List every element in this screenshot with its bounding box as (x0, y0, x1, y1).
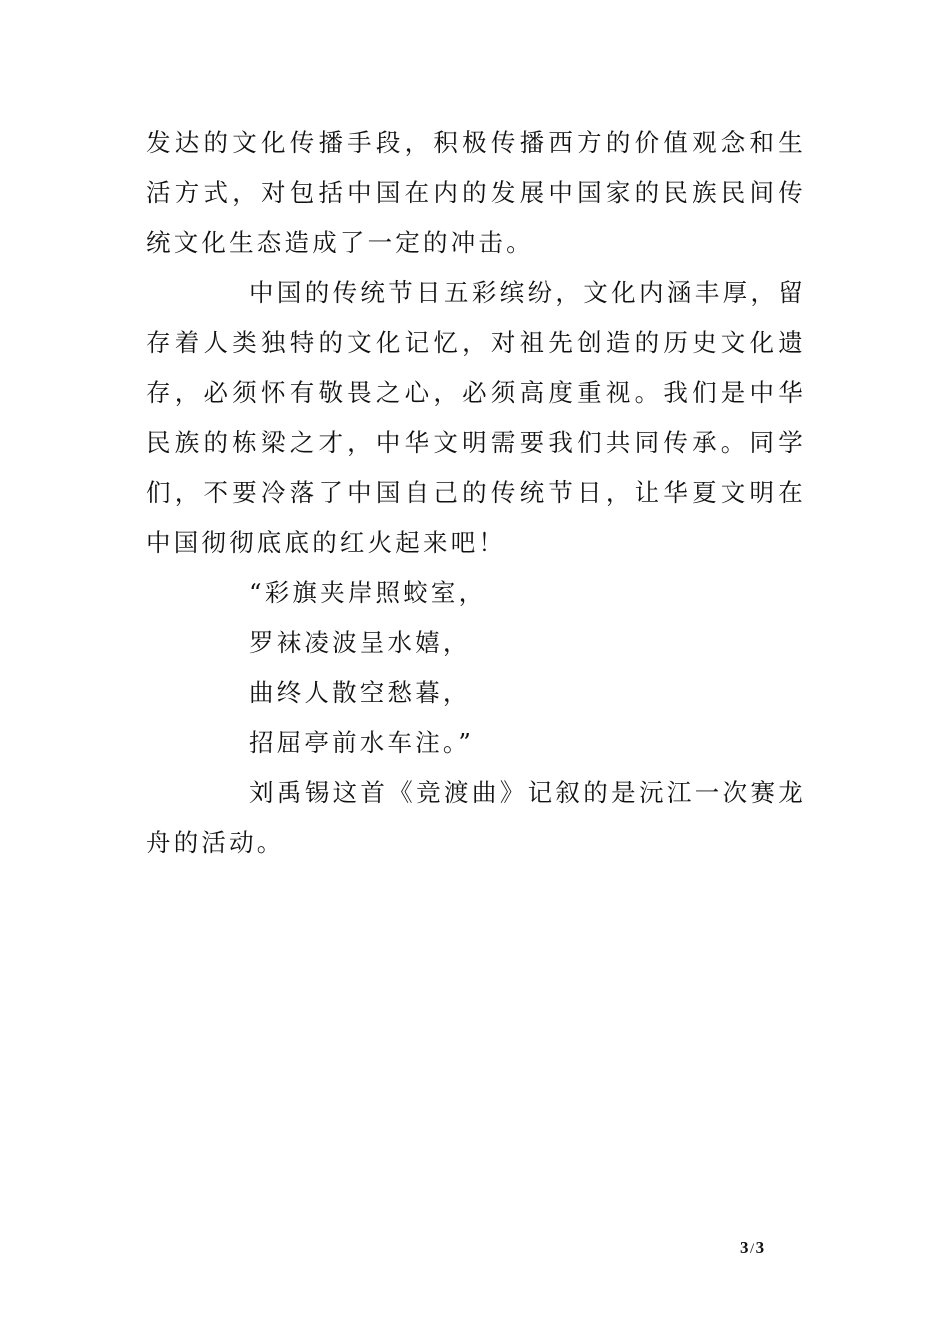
poem-line: 曲终人散空愁暮， (249, 678, 471, 707)
page-number-separator: / (750, 1241, 755, 1257)
document-body (146, 118, 806, 868)
paragraph-continued: 发达的文化传播手段，积极传播西方的价值观念和生活方式，对包括中国在内的发展中国家的民族民间传统文化生态造成了一定的冲击。 (146, 128, 806, 257)
current-page-number: 3 (740, 1238, 749, 1257)
page-number (740, 1238, 765, 1258)
total-page-count: 3 (755, 1238, 765, 1257)
poem-line: 罗袜凌波呈水嬉， (249, 628, 471, 657)
poem-line: 招屈亭前水车注。” (249, 728, 475, 757)
poem-line: “彩旗夹岸照蛟室， (249, 578, 487, 607)
paragraph-traditional-festivals: 中国的传统节日五彩缤纷，文化内涵丰厚，留存着人类独特的文化记忆，对祖先创造的历史文化遗存，必须怀有敬畏之心，必须高度重视。我们是中华民族的栋梁之才，中华文明需要我们共同传承。同学们，不要冷落了中国自己的传统节日，让华夏文明在中国彻彻底底的红火起来吧！ (146, 278, 806, 557)
paragraph-closing: 刘禹锡这首《竞渡曲》记叙的是沅江一次赛龙舟的活动。 (146, 778, 806, 857)
poem-quote (146, 568, 806, 768)
